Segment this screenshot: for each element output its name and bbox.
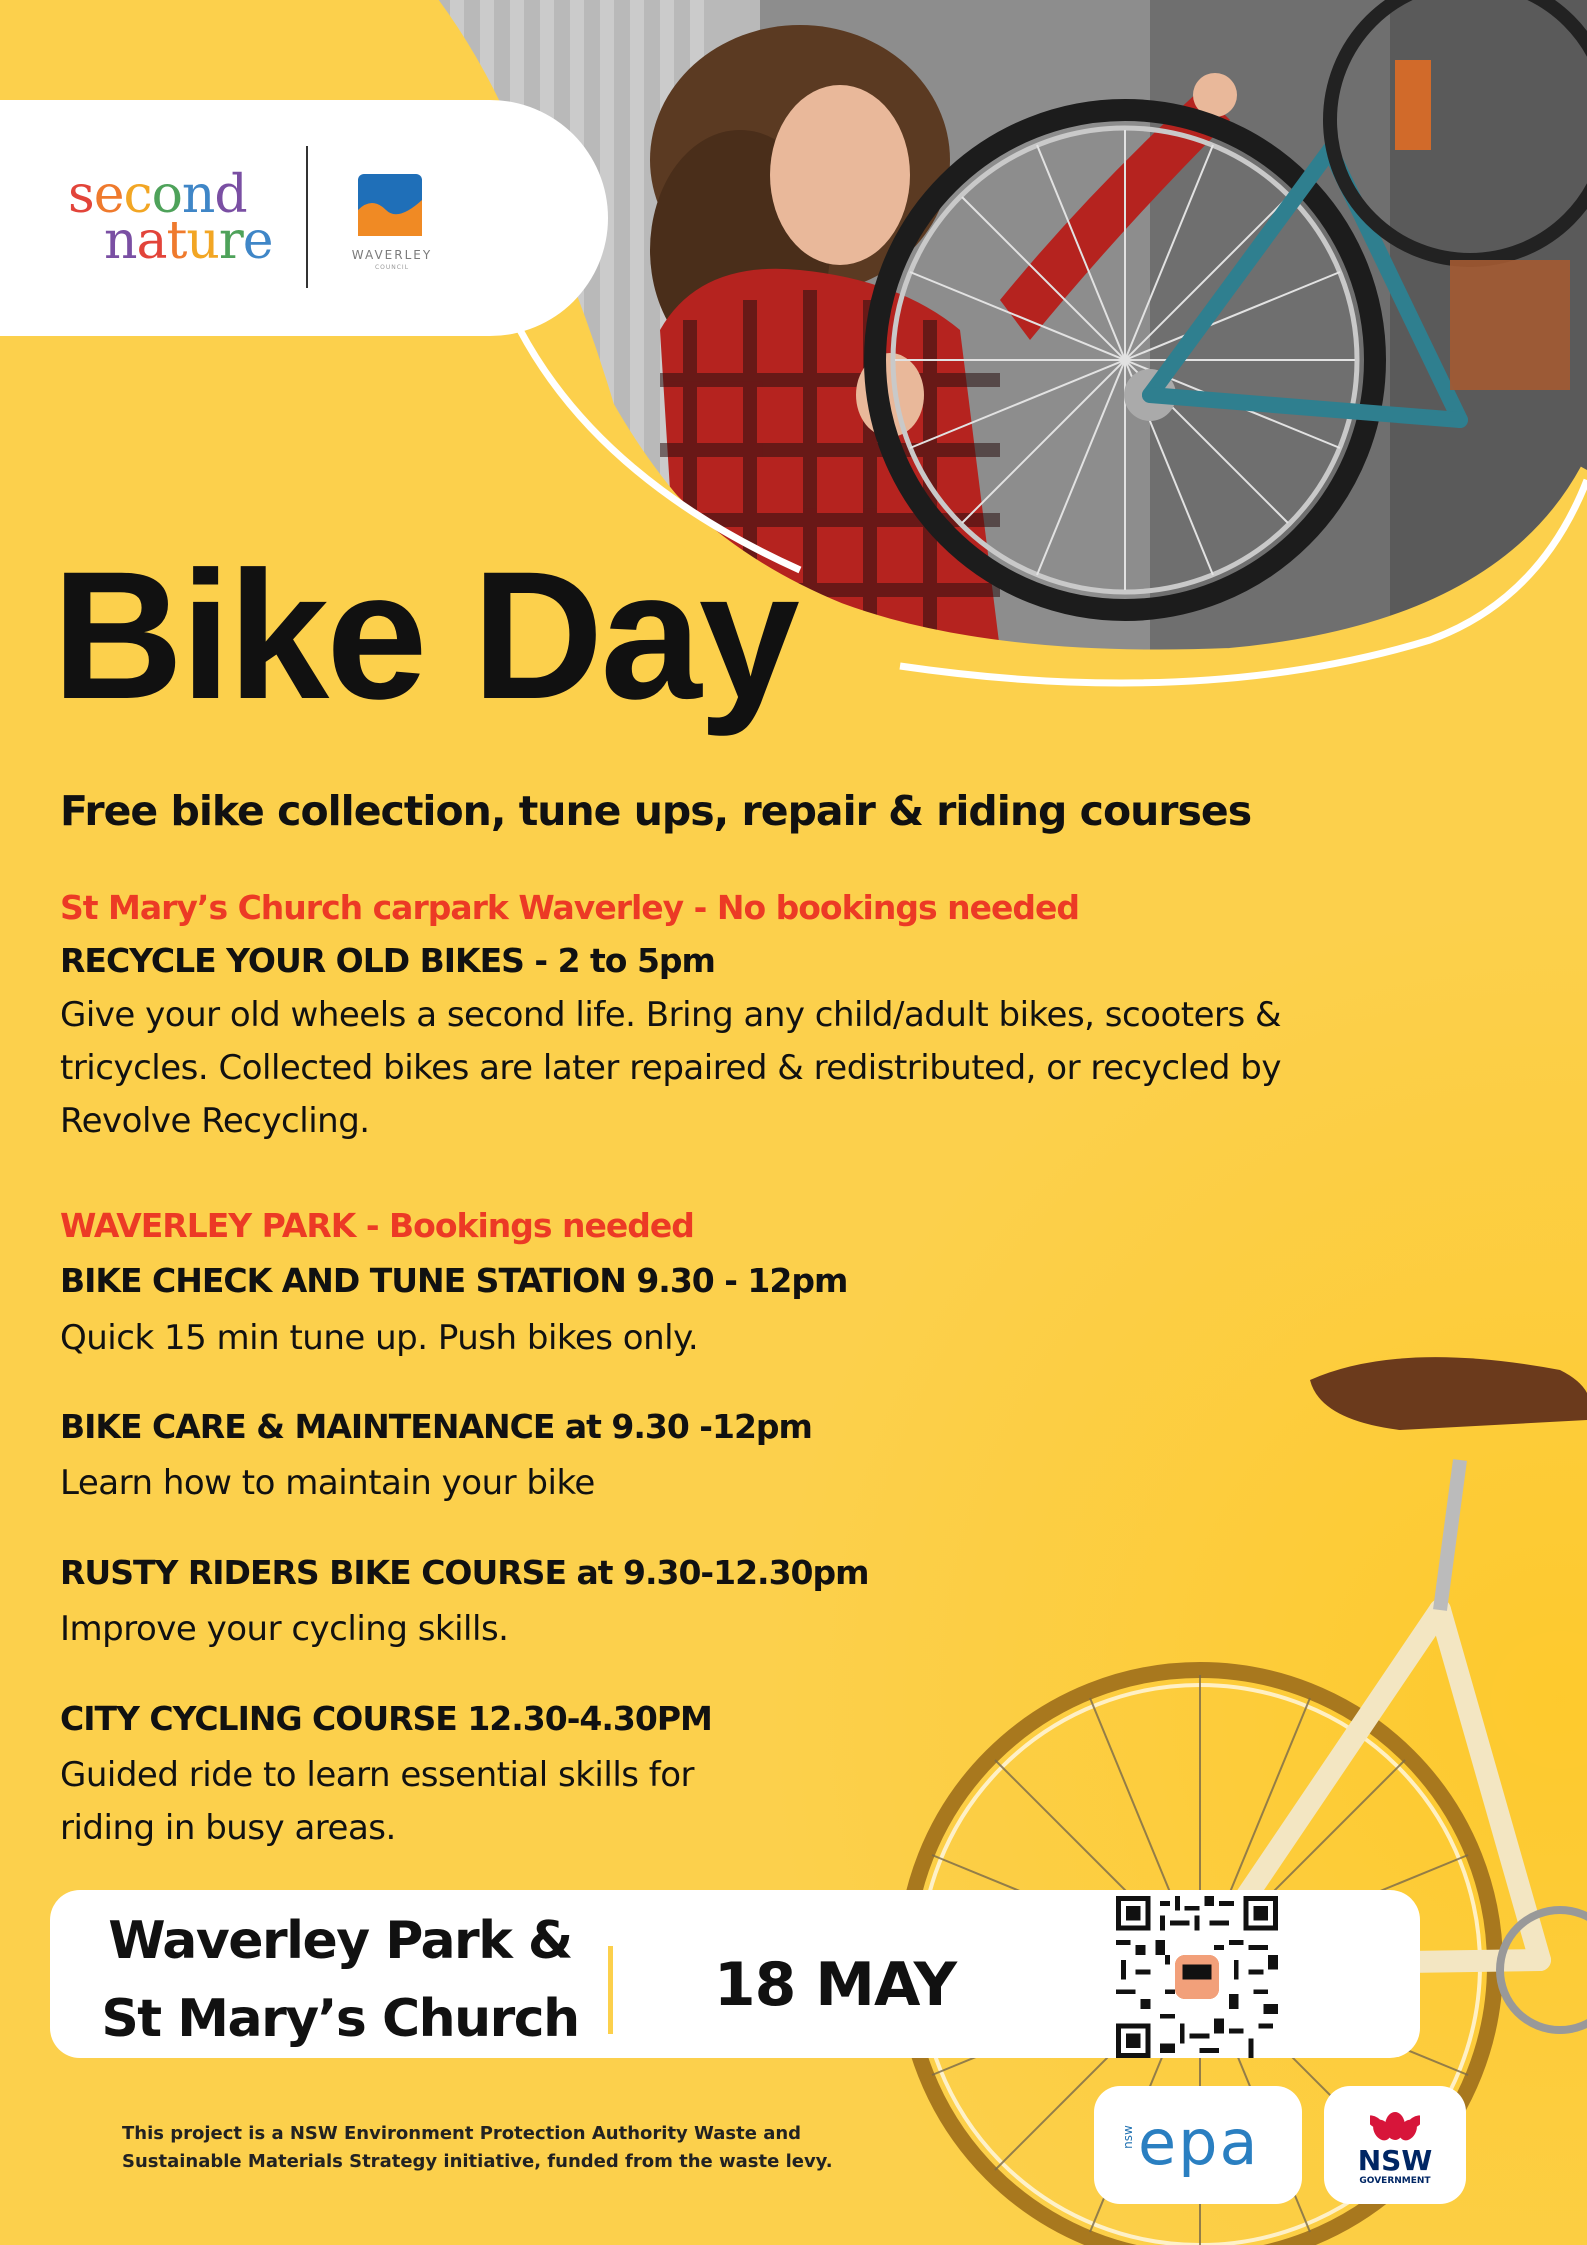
second-nature-line2: nature xyxy=(104,211,273,271)
subtitle: Free bike collection, tune ups, repair & riding courses xyxy=(60,787,1252,835)
session-heading-maintenance: BIKE CARE & MAINTENANCE at 9.30 -12pm xyxy=(60,1407,812,1446)
logo-divider xyxy=(306,146,308,288)
session-desc-rusty-riders: Improve your cycling skills. xyxy=(60,1609,509,1649)
st-marys-location: St Mary’s Church carpark Waverley - No bookings needed xyxy=(60,888,1079,927)
nsw-government-logo xyxy=(1324,2086,1466,2204)
session-heading-rusty-riders: RUSTY RIDERS BIKE COURSE at 9.30-12.30pm xyxy=(60,1553,869,1592)
footnote-line: This project is a NSW Environment Protection Authority Waste and xyxy=(122,2123,802,2144)
session-desc-tune-station: Quick 15 min tune up. Push bikes only. xyxy=(60,1318,699,1358)
recycle-line: tricycles. Collected bikes are later repaired & redistributed, or recycled by xyxy=(60,1048,1281,1088)
session-desc-maintenance: Learn how to maintain your bike xyxy=(60,1463,595,1503)
nsw-epa-logo xyxy=(1094,2086,1302,2204)
nsw-government-sub: GOVERNMENT xyxy=(1359,2176,1431,2186)
event-date: 18 MAY xyxy=(713,1950,957,2020)
waverley-council-sub: COUNCIL xyxy=(374,264,410,271)
second-nature-line1: second xyxy=(68,165,247,225)
bar-divider xyxy=(608,1946,613,2034)
waverley-council-icon xyxy=(358,174,422,236)
session-desc-city-cycling xyxy=(60,1749,694,1855)
city-cycling-line: Guided ride to learn essential skills for xyxy=(60,1755,695,1795)
qr-code[interactable] xyxy=(1116,1896,1278,2058)
second-nature-logo xyxy=(68,165,273,271)
event-location-line2: St Mary’s Church xyxy=(101,1989,579,2049)
event-location-line1: Waverley Park & xyxy=(108,1911,572,1971)
nsw-wordmark: NSW xyxy=(1357,2144,1433,2177)
funding-footnote xyxy=(122,2120,833,2176)
epa-wordmark: epa xyxy=(1138,2106,1260,2179)
epa-nsw-small: nsw xyxy=(1120,2125,1135,2149)
event-location xyxy=(50,1902,630,2058)
waverley-park-location: WAVERLEY PARK - Bookings needed xyxy=(60,1206,694,1245)
city-cycling-line: riding in busy areas. xyxy=(60,1808,396,1848)
recycle-line: Give your old wheels a second life. Bring any child/adult bikes, scooters & xyxy=(60,995,1282,1035)
waratah-icon xyxy=(1370,2100,1420,2144)
recycle-line: Revolve Recycling. xyxy=(60,1101,370,1141)
session-heading-tune-station: BIKE CHECK AND TUNE STATION 9.30 - 12pm xyxy=(60,1261,848,1300)
recycle-description xyxy=(60,989,1281,1148)
page-title: Bike Day xyxy=(52,533,797,737)
recycle-heading: RECYCLE YOUR OLD BIKES - 2 to 5pm xyxy=(60,941,715,980)
session-heading-city-cycling: CITY CYCLING COURSE 12.30-4.30PM xyxy=(60,1699,712,1738)
waverley-wordmark: WAVERLEY xyxy=(351,248,433,262)
footnote-line: Sustainable Materials Strategy initiative, funded from the waste levy. xyxy=(122,2151,833,2172)
